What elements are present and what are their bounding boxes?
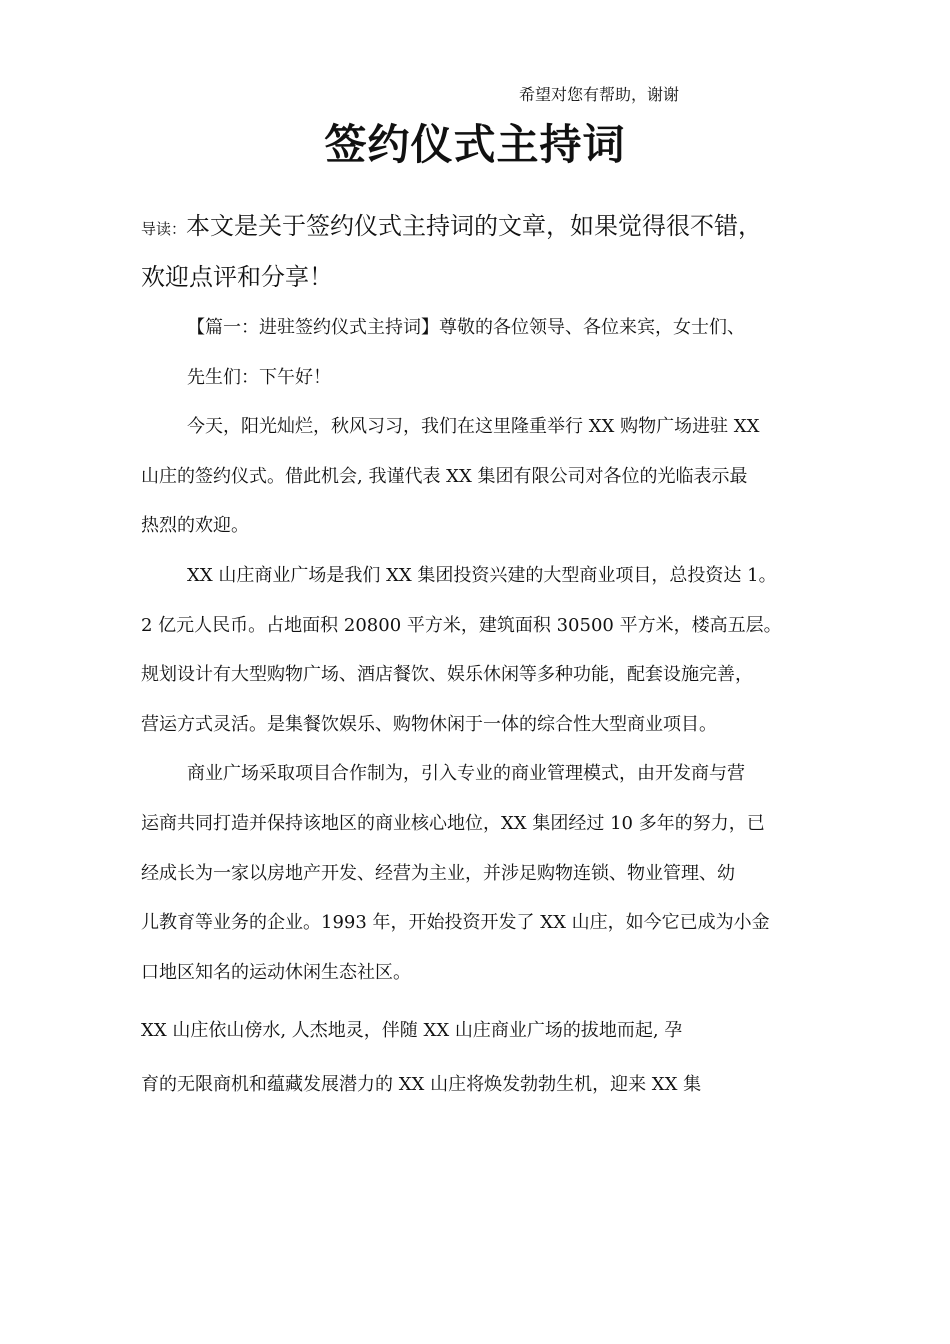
paragraph-line: 规划设计有大型购物广场、酒店餐饮、娱乐休闲等多种功能，配套设施完善， — [141, 664, 753, 686]
paragraph-3 — [141, 551, 831, 749]
intro-line-1 — [141, 202, 831, 253]
paragraph-line: 营运方式灵活。是集餐饮娱乐、购物休闲于一体的综合性大型商业项目。 — [141, 713, 717, 735]
tail-line-1: XX 山庄依山傍水, 人杰地灵，伴随 XX 山庄商业广场的拔地而起, 孕 — [141, 1020, 683, 1041]
paragraph-line: 今天，阳光灿烂，秋风习习，我们在这里隆重举行 XX 购物广场进驻 XX — [187, 416, 760, 438]
paragraph-line: 【篇一：进驻签约仪式主持词】尊敬的各位领导、各位来宾，女士们、 — [187, 317, 745, 338]
tail-paragraph — [141, 1004, 831, 1112]
paragraph-line: 山庄的签约仪式。借此机会, 我谨代表 XX 集团有限公司对各位的光临表示最 — [141, 465, 748, 487]
header-note: 希望对您有帮助，谢谢 — [519, 85, 680, 104]
paragraph-2 — [141, 402, 831, 551]
paragraph-line: 热烈的欢迎。 — [141, 515, 249, 537]
intro-label: 导读： — [141, 220, 187, 238]
paragraph-line: 2 亿元人民币。占地面积 20800 平方米，建筑面积 30500 平方米，楼高五层。 — [141, 614, 782, 636]
paragraph-line: 先生们：下午好！ — [187, 366, 331, 388]
body-text — [141, 303, 831, 997]
paragraph-4 — [141, 749, 831, 997]
paragraph-line: 运商共同打造并保持该地区的商业核心地位，XX 集团经过 10 多年的努力，已 — [141, 812, 765, 834]
tail-line-2: 育的无限商机和蕴藏发展潜力的 XX 山庄将焕发勃勃生机，迎来 XX 集 — [141, 1074, 702, 1095]
intro-text-1: 本文是关于签约仪式主持词的文章，如果觉得很不错， — [186, 212, 763, 240]
paragraph-line: 儿教育等业务的企业。1993 年，开始投资开发了 XX 山庄，如今它已成为小金 — [141, 912, 770, 934]
intro-line-2: 欢迎点评和分享！ — [141, 263, 333, 291]
paragraph-line: 口地区知名的运动休闲生态社区。 — [141, 961, 411, 983]
document-title: 签约仪式主持词 — [324, 120, 626, 169]
paragraph-1 — [141, 303, 831, 402]
paragraph-line: 经成长为一家以房地产开发、经营为主业，并涉足购物连锁、物业管理、幼 — [141, 862, 735, 884]
paragraph-line: 商业广场采取项目合作制为，引入专业的商业管理模式，由开发商与营 — [187, 763, 745, 785]
paragraph-line: XX 山庄商业广场是我们 XX 集团投资兴建的大型商业项目，总投资达 1。 — [187, 564, 777, 586]
intro-paragraph — [141, 202, 831, 301]
